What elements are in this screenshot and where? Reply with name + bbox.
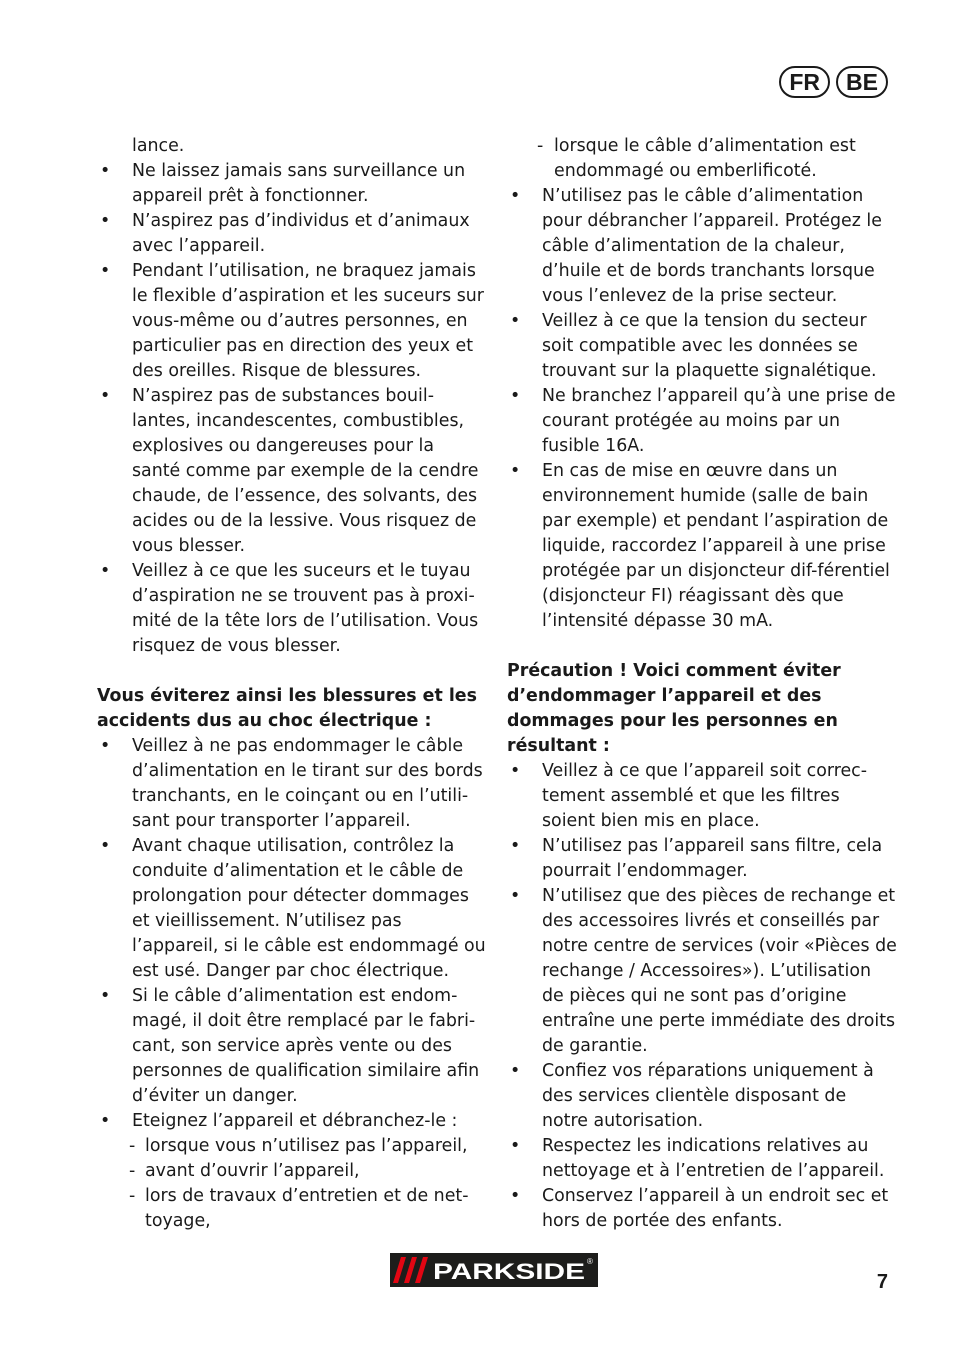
list-item: • Respectez les indications relatives au nettoyage et à l’entretien de l’appareil.: [507, 1134, 897, 1184]
list-item: • Ne branchez l’appareil qu’à une prise de courant protégée au moins par un fusible 16A.: [507, 384, 897, 459]
lang-badge-fr: FR: [779, 66, 830, 98]
list-item: • N’aspirez pas d’individus et d’animaux avec l’appareil.: [97, 209, 487, 259]
section-heading: Précaution ! Voici comment éviter d’endommager l’appareil et des dommages pour les personnes en résultant :: [507, 661, 841, 756]
logo-wordmark: PARKSIDE: [433, 1259, 585, 1284]
list-item: • Veillez à ce que l’appareil soit correc-tement assemblé et que les filtres soient bien mis en place.: [507, 759, 897, 834]
list-item: • Pendant l’utilisation, ne braquez jamais le flexible d’aspiration et les suceurs sur vous-même ou d’autres personnes, en particulier pas en direction des yeux et des oreilles. Risque de blessures.: [97, 259, 487, 384]
left-column: [97, 134, 487, 1234]
sub-list-item: - lorsque vous n’utilisez pas l’appareil,: [97, 1134, 487, 1159]
list-item: • En cas de mise en œuvre dans un environnement humide (salle de bain par exemple) et pendant l’aspiration de liquide, raccordez l’appareil à une prise protégée par un disjoncteur dif-férentiel (disjoncteur FI) réagissant dès que l’intensité dépasse 30 mA.: [507, 459, 897, 634]
page-number: 7: [876, 1271, 888, 1293]
list-item: • Ne laissez jamais sans surveillance un appareil prêt à fonctionner.: [97, 159, 487, 209]
list-item: • Si le câble d’alimentation est endom-magé, il doit être remplacé par le fabri-cant, son service après vente ou des personnes de qualification similaire afin d’éviter un danger.: [97, 984, 487, 1109]
list-item: • Avant chaque utilisation, contrôlez la conduite d’alimentation et le câble de prolongation pour détecter dommages et vieillissement. N’utilisez pas l’appareil, si le câble est endommagé ou est usé. Danger par choc électrique.: [97, 834, 487, 984]
list-item: • Eteignez l’appareil et débranchez-le :: [97, 1109, 487, 1134]
list-item: • N’aspirez pas de substances bouil-lantes, incandescentes, combustibles, explosives ou dangereuses pour la santé comme par exemple de la cendre chaude, de l’essence, des solvants, des acides ou de la lessive. Vous risquez de vous blesser.: [97, 384, 487, 559]
list-item: • Veillez à ce que les suceurs et le tuyau d’aspiration ne se trouvent pas à proxi-mité de la tête lors de l’utilisation. Vous risquez de vous blesser.: [97, 559, 487, 659]
list-item: • N’utilisez que des pièces de rechange et des accessoires livrés et conseillés par notre centre de services (voir «Pièces de rechange / Accessoires»). L’utilisation de pièces qui ne sont pas d’origine entraîne une perte immédiate des droits de garantie.: [507, 884, 897, 1059]
continuation-text: lance.: [132, 136, 185, 156]
sub-list-item: - avant d’ouvrir l’appareil,: [97, 1159, 487, 1184]
sub-list-item: - lorsque le câble d’alimentation est endommagé ou emberlificoté.: [507, 134, 897, 184]
logo-registered-mark: ®: [587, 1257, 593, 1266]
list-item: • N’utilisez pas l’appareil sans filtre, cela pourrait l’endommager.: [507, 834, 897, 884]
section-heading: Vous éviterez ainsi les blessures et les accidents dus au choc électrique :: [97, 686, 477, 731]
list-item: • Veillez à ce que la tension du secteur soit compatible avec les données se trouvant sur la plaquette signalétique.: [507, 309, 897, 384]
list-item: • Conservez l’appareil à un endroit sec et hors de portée des enfants.: [507, 1184, 897, 1234]
right-column: [507, 134, 897, 1234]
list-item: • Confiez vos réparations uniquement à des services clientèle disposant de notre autorisation.: [507, 1059, 897, 1134]
list-item: • N’utilisez pas le câble d’alimentation pour débrancher l’appareil. Protégez le câble d’alimentation de la chaleur, d’huile et de bords tranchants lorsque vous l’enlevez de la prise secteur.: [507, 184, 897, 309]
list-item: • Veillez à ne pas endommager le câble d’alimentation en le tirant sur des bords tranchants, en le coinçant ou en l’utili-sant pour transporter l’appareil.: [97, 734, 487, 834]
language-badges: [779, 66, 888, 98]
parkside-logo: [390, 1253, 598, 1287]
lang-badge-be: BE: [836, 66, 888, 98]
sub-list-item: - lors de travaux d’entretien et de net-toyage,: [97, 1184, 487, 1234]
